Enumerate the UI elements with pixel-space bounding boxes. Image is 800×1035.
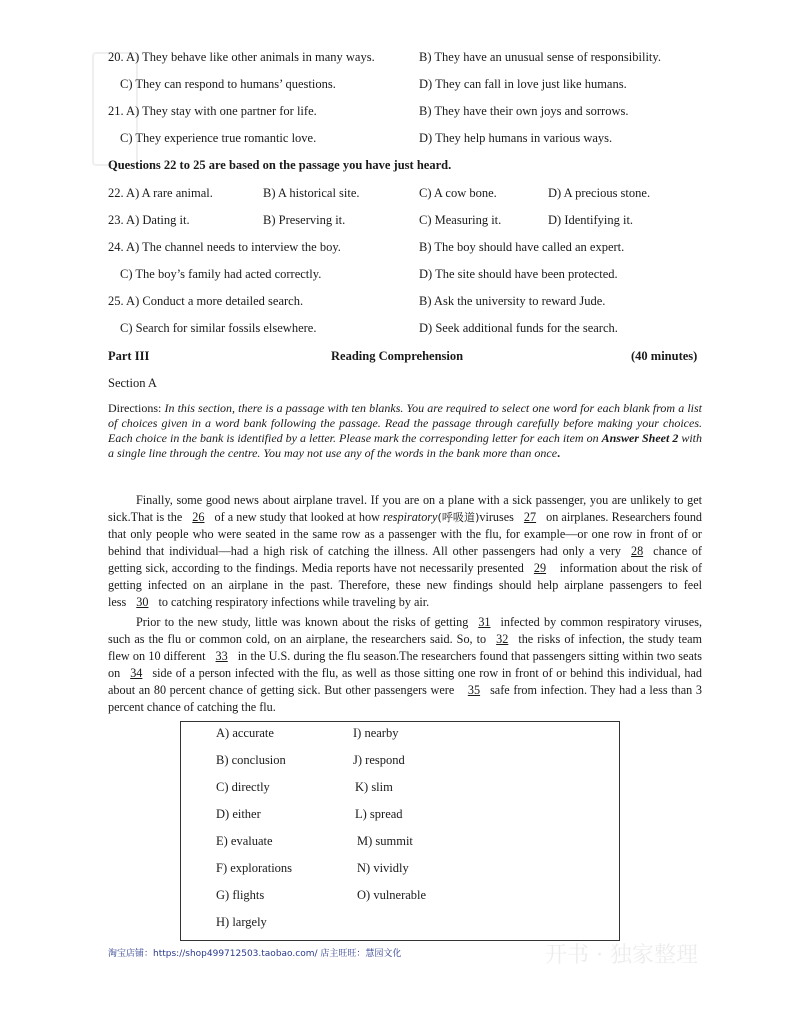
word-bank-item: I) nearby <box>353 726 399 740</box>
question-row <box>108 267 708 285</box>
option: 20. A) They behave like other animals in many ways. <box>108 50 375 64</box>
blank-32: 32 <box>496 632 509 646</box>
answer-sheet-ref: Answer Sheet 2 <box>601 431 679 445</box>
word-bank-item: M) summit <box>357 834 413 848</box>
option: B) They have an unusual sense of responsibility. <box>419 50 661 64</box>
directions <box>108 401 702 461</box>
blank-27: 27 <box>523 510 537 524</box>
option: B) Preserving it. <box>263 213 346 227</box>
option: D) The site should have been protected. <box>419 267 618 281</box>
option: B) Ask the university to reward Jude. <box>419 294 606 308</box>
blank-33: 33 <box>215 649 228 663</box>
question-row <box>108 131 708 149</box>
word-bank-item: C) directly <box>216 780 270 794</box>
option: C) The boy’s family had acted correctly. <box>120 267 322 281</box>
word-bank-item: F) explorations <box>216 861 293 875</box>
word-bank-item: H) largely <box>216 915 267 929</box>
question-row <box>108 294 708 312</box>
directions-end: . <box>557 446 561 460</box>
blank-35: 35 <box>467 683 481 697</box>
part-time: (40 minutes) <box>631 349 698 363</box>
passage-text: on airplanes. Researchers found that only people who were seated in the same row as a passenger with the flu, for example—or one row in front of or behind that individual—had a high risk of catching the illness. All other passengers had only a very <box>108 510 703 558</box>
option: 23. A) Dating it. <box>108 213 190 227</box>
passage-text: in the U.S. during the flu season.The researchers found that passengers sitting within two seats on <box>108 649 703 680</box>
section-label: Section A <box>108 376 157 390</box>
option: 25. A) Conduct a more detailed search. <box>108 294 304 308</box>
option: D) They help humans in various ways. <box>419 131 613 145</box>
question-row <box>108 104 708 122</box>
blank-30: 30 <box>136 595 149 609</box>
section-heading: Questions 22 to 25 are based on the passage you have just heard. <box>108 158 452 172</box>
option: C) A cow bone. <box>419 186 497 200</box>
passage-text: safe from infection. They had a less than 3 percent chance of catching the flu. <box>108 683 702 714</box>
question-row <box>108 321 708 339</box>
word-bank-item: A) accurate <box>216 726 274 740</box>
blank-34: 34 <box>130 666 143 680</box>
option: 22. A) A rare animal. <box>108 186 213 200</box>
watermark-text: 开书 · 独家整理 <box>545 943 698 968</box>
question-row <box>108 186 708 204</box>
option: D) A precious stone. <box>548 186 651 200</box>
word-bank-item: J) respond <box>353 753 405 767</box>
word-bank-item: B) conclusion <box>216 753 286 767</box>
passage-text: chance of getting sick, according to the findings. Media reports have not necessarily presented <box>108 544 702 575</box>
option: B) A historical site. <box>263 186 360 200</box>
passage-text: Finally, some good news about airplane travel. If you are on a plane with a sick passenger, you are unlikely to get sick.That is the <box>108 493 702 524</box>
question-row <box>108 50 708 68</box>
part-title: Reading Comprehension <box>331 349 464 363</box>
blank-31: 31 <box>478 615 491 629</box>
word-bank-item: N) vividly <box>357 861 409 875</box>
footer-shop-info: 淘宝店铺：https://shop499712503.taobao.com/ 店主旺旺：慧园文化 <box>108 949 402 959</box>
passage-text: side of a person infected with the flu, as well as those sitting one row in front of or behind this individual, had about an 80 percent chance of getting sick. But other passengers were <box>108 666 702 697</box>
blank-26: 26 <box>192 510 205 524</box>
passage-term: respiratory <box>383 510 438 524</box>
directions-text: In this section, there is a passage with ten blanks. You are required to select one word for each blank from a list of choices given in a word bank following the passage. Read the passage through carefully before making your choices. Each choice in the bank is identified by a letter. Please mark the corresponding letter for each item on <box>108 401 703 445</box>
option: C) They experience true romantic love. <box>120 131 317 145</box>
option: 21. A) They stay with one partner for life. <box>108 104 317 118</box>
part-label: Part III <box>108 349 150 363</box>
passage-text: of a new study that looked at how <box>214 510 380 524</box>
passage-text: information about the risk of getting infected on an airplane in the past. Therefore, these new findings should help airplane passengers to feel less <box>108 561 703 609</box>
passage-text: infected by common respiratory viruses, such as the flu or common cold, on an airplane, the researchers said. So, to <box>108 615 702 646</box>
word-bank-item: E) evaluate <box>216 834 273 848</box>
passage-text: the risks of infection, the study team flew on 10 different <box>108 632 702 663</box>
directions-label: Directions: <box>108 401 162 415</box>
word-bank-item: K) slim <box>355 780 393 794</box>
passage-text: viruses <box>479 510 514 524</box>
option: D) Identifying it. <box>548 213 634 227</box>
option: C) They can respond to humans’ questions. <box>120 77 336 91</box>
option: 24. A) The channel needs to interview the boy. <box>108 240 341 254</box>
question-row <box>108 77 708 95</box>
question-row <box>108 213 708 231</box>
option: C) Measuring it. <box>419 213 502 227</box>
option: B) They have their own joys and sorrows. <box>419 104 629 118</box>
option: D) Seek additional funds for the search. <box>419 321 618 335</box>
word-bank-item: D) either <box>216 807 261 821</box>
question-row <box>108 240 708 258</box>
directions-text: with a single line through the centre. You may not use any of the words in the bank more than once <box>108 431 703 460</box>
option: C) Search for similar fossils elsewhere. <box>120 321 317 335</box>
word-bank-item: L) spread <box>355 807 403 821</box>
option: B) The boy should have called an expert. <box>419 240 625 254</box>
passage-gloss: (呼吸道) <box>437 511 480 524</box>
passage-paragraph-1 <box>108 492 702 611</box>
word-bank-item: O) vulnerable <box>357 888 427 902</box>
blank-28: 28 <box>630 544 644 558</box>
blank-29: 29 <box>533 561 547 575</box>
word-bank-item: G) flights <box>216 888 265 902</box>
word-bank <box>180 721 620 941</box>
passage-text: to catching respiratory infections while traveling by air. <box>158 595 430 609</box>
passage-paragraph-2 <box>108 614 702 716</box>
passage-text: Prior to the new study, little was known about the risks of getting <box>136 615 469 629</box>
option: D) They can fall in love just like humans. <box>419 77 627 91</box>
